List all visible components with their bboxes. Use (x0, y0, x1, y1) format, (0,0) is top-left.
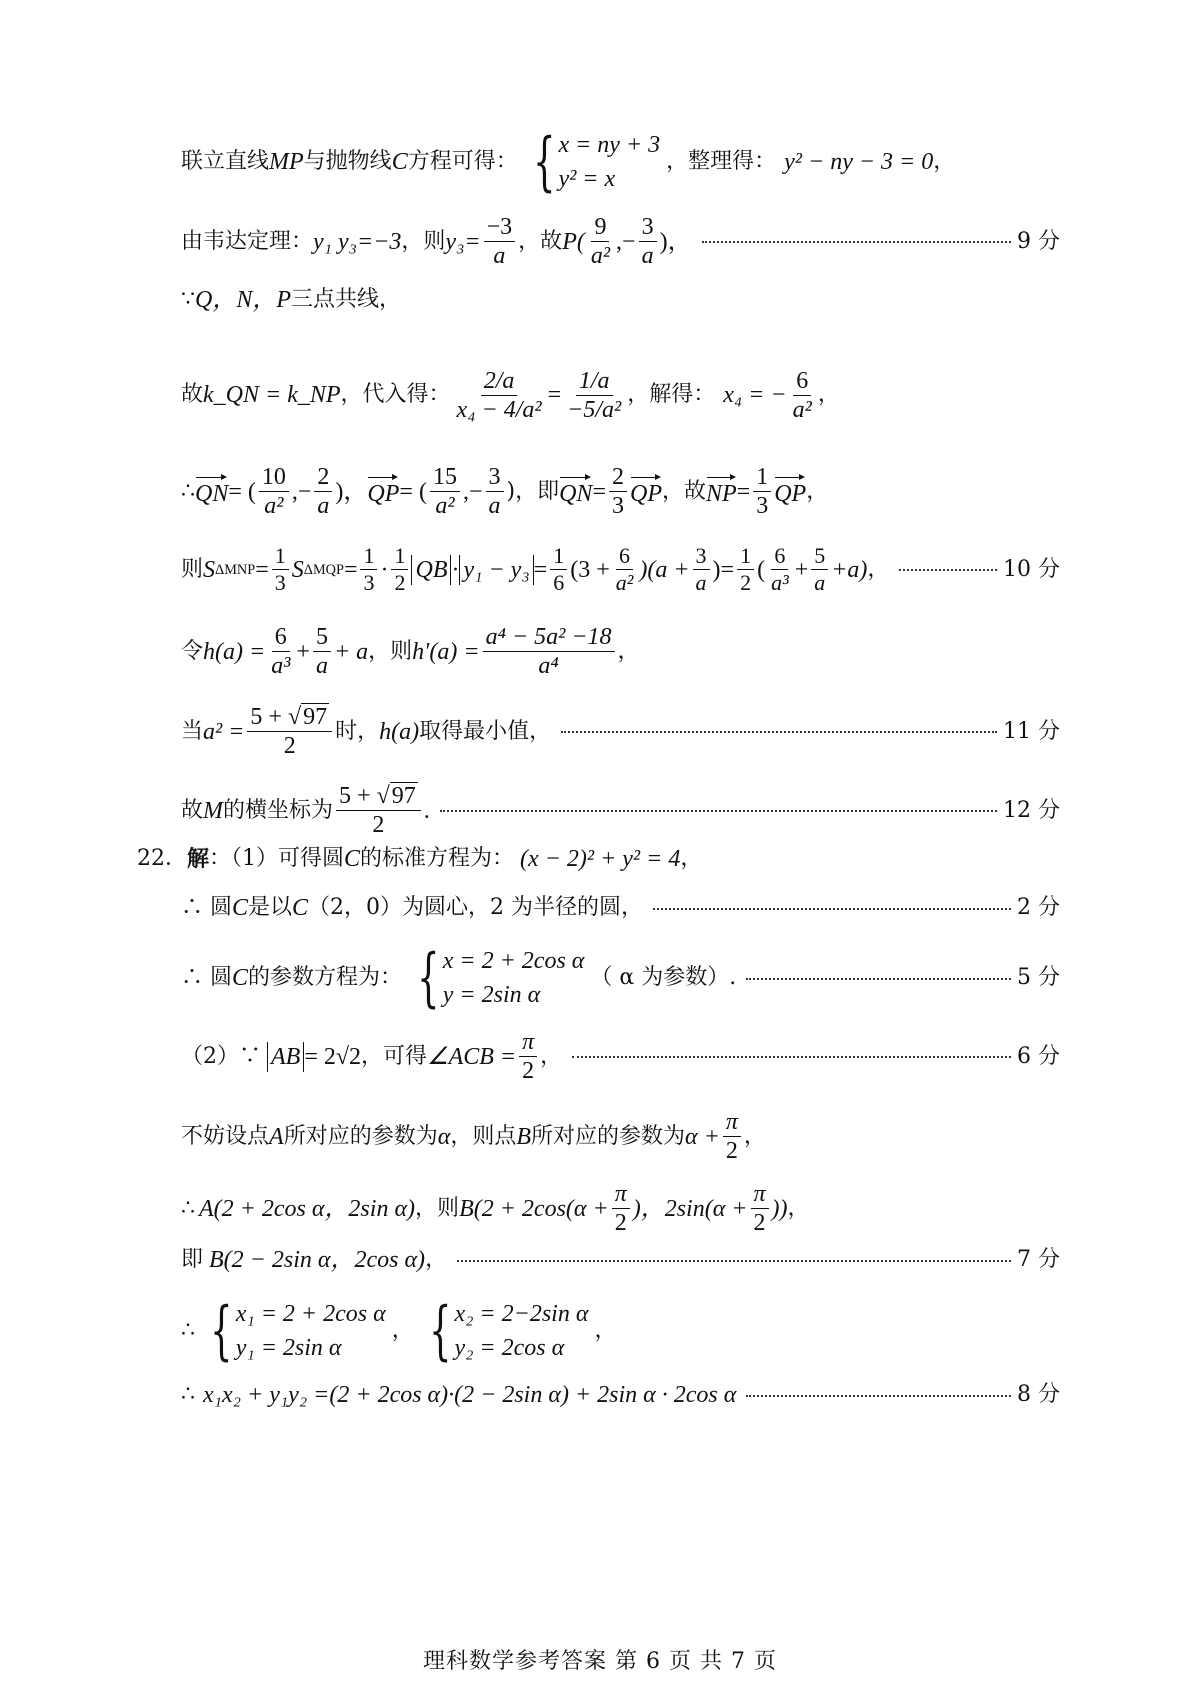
fraction (430, 463, 460, 520)
fraction (612, 1180, 630, 1237)
math-var: B (516, 1123, 531, 1150)
text: +a) (831, 556, 868, 583)
numerator: 6 (793, 367, 811, 396)
leader-dots (572, 1055, 1011, 1058)
numerator: 10 (259, 463, 289, 492)
denominator: 2 (283, 733, 296, 759)
numerator: 5 + (339, 783, 371, 809)
point: P( (562, 228, 585, 255)
text: ，整理得： (666, 149, 777, 174)
text: ， (391, 1318, 414, 1343)
text: ，故 (661, 478, 706, 504)
denominator: a (493, 243, 506, 269)
score-label: 8 分 (1017, 1382, 1060, 1407)
equation: B(2 − 2sin α，2cos α) (209, 1247, 426, 1273)
score-label: 10 分 (1003, 556, 1060, 582)
text: ( (757, 556, 766, 583)
text: + (296, 638, 310, 665)
abs-value: AB (267, 1042, 304, 1072)
fraction: $\frac{3}{a}$ (693, 543, 710, 596)
text: ， (540, 1043, 563, 1069)
text: ， (680, 846, 703, 871)
numerator: 1/a (576, 367, 613, 396)
score-label: 2 分 (1017, 895, 1060, 920)
text: ，代入得： (340, 382, 451, 407)
text: 的参数方程为： (248, 965, 403, 990)
fraction: $\frac{5 + √97}{2}$ (336, 782, 421, 839)
fraction (588, 213, 613, 270)
fraction (484, 213, 516, 270)
text: 三点共线， (291, 287, 402, 312)
equation: h′(a) = (412, 638, 480, 665)
equation: y₁ = 2sin α (235, 1335, 342, 1361)
text: 当 (181, 718, 204, 744)
because-symbol: ∵ (181, 287, 195, 312)
numerator: 2/a (481, 367, 518, 396)
math-var: C (232, 895, 249, 921)
denominator: 3 (756, 493, 769, 519)
fraction: $\frac{1}{2}$ (737, 543, 754, 596)
text: . (423, 797, 430, 824)
math-var: h(a) (379, 718, 420, 745)
equation: A(2 + 2cos α，2sin α) (199, 1195, 416, 1222)
equation: a² = (203, 718, 245, 745)
text: ，解得： (627, 382, 716, 407)
text: 不妨设点 (181, 1123, 270, 1149)
text: ∴ 圆 (181, 895, 232, 920)
math-var: C (391, 149, 408, 175)
denominator: 2 (753, 1210, 766, 1236)
line-m-abscissa (181, 782, 1060, 839)
fraction: $\frac{5}{a}$ (313, 623, 331, 680)
fraction (454, 367, 545, 424)
vector: QP (630, 475, 662, 509)
denominator: a² (435, 493, 455, 519)
denominator: 2 (372, 812, 385, 838)
therefore-symbol: ∴ (181, 478, 195, 504)
text: ，可得 (361, 1043, 428, 1069)
text: 即 (181, 1247, 204, 1272)
fraction: $\frac{5}{a}$ (811, 543, 828, 596)
fraction: $\frac{1}{2}$ (391, 543, 408, 596)
fraction: $\frac{1}{6}$ (550, 543, 567, 596)
equation: x₂ = 2−2sin α (454, 1301, 589, 1327)
equation: y₂ = 2cos α (454, 1335, 565, 1361)
line-dot-product (181, 1380, 1060, 1410)
fraction (483, 623, 615, 680)
numerator: π (751, 1180, 769, 1209)
text: )， (659, 228, 692, 255)
leader-dots (440, 809, 997, 812)
text: 的标准方程为： (360, 846, 515, 871)
text: 是以 (248, 895, 293, 920)
leader-dots (561, 730, 997, 733)
text: ,− (616, 228, 636, 255)
text: )，即 (506, 478, 560, 504)
text: = (736, 478, 751, 505)
fraction (639, 213, 657, 270)
brace-icon: { (417, 941, 440, 1015)
text: 由韦达定理： (181, 228, 314, 254)
line-parameter-assumption (181, 1108, 1060, 1165)
text: 所对应的参数为 (283, 1123, 438, 1149)
line-collinear (181, 285, 1060, 315)
equation: y₁ y₃=−3 (313, 228, 402, 255)
brace-icon: { (532, 125, 556, 199)
text: 与抛物线 (303, 149, 392, 174)
text: · (451, 556, 460, 583)
text: = ( (399, 478, 427, 505)
points: Q，N，P (195, 287, 291, 313)
equation-system (420, 1294, 589, 1368)
denominator: a (641, 243, 654, 269)
text: 所对应的参数为 (531, 1123, 686, 1149)
denominator: a (488, 493, 501, 519)
denominator: a² (792, 396, 812, 423)
line-b-simplified (181, 1245, 1060, 1275)
equation: y² − ny − 3 = 0 (784, 149, 934, 175)
text: ， (787, 1195, 810, 1221)
numerator: π (519, 1028, 537, 1057)
score-label: 7 分 (1017, 1247, 1060, 1272)
text: (3 + (570, 556, 610, 583)
fraction (790, 367, 815, 424)
text: （2）∵ (181, 1043, 261, 1069)
numerator: π (723, 1108, 741, 1137)
numerator: 2 (609, 463, 627, 492)
text: ，则 (368, 638, 413, 664)
fraction (486, 463, 504, 520)
equation: y² = x (558, 166, 616, 192)
fraction (723, 1108, 741, 1165)
question-number: 22． (137, 846, 187, 871)
text: + a (333, 638, 369, 665)
text: ， (743, 1123, 766, 1149)
text: )= (712, 556, 735, 583)
line-slope-equation: 故 k_QN = k_NP ，代入得： $\frac{2/a}{\text{x₄ − 4/a²}}$ = $\frac{1/a}{\text{−5/a²}}$ ，解得： x₄ = − $\frac{6}{\text{a²}}$ ， (181, 367, 840, 423)
line-ab-length (181, 1028, 1060, 1085)
text: ， (806, 478, 829, 504)
text: = (343, 556, 358, 583)
text: = ( (228, 478, 256, 505)
text: ，则点 (450, 1123, 517, 1149)
text: = (592, 478, 606, 505)
fraction (259, 463, 289, 520)
vector: QP (367, 475, 399, 509)
line-point-coords (181, 1180, 1060, 1237)
fraction (519, 1028, 537, 1085)
text: 方程可得： (407, 149, 518, 174)
fraction: $\frac{1}{3}$ (360, 543, 377, 596)
vector: QN (195, 475, 228, 509)
text: )(a + (639, 556, 690, 583)
fraction (751, 1180, 769, 1237)
numerator: 3 (486, 463, 504, 492)
score-label: 12 分 (1003, 797, 1060, 823)
leader-dots (457, 1259, 1011, 1262)
equation: B(2 + 2cos(α + (459, 1195, 609, 1222)
text: + (794, 556, 809, 583)
equation: x = 2 + 2cos α (442, 948, 585, 974)
line-coordinate-systems (181, 1294, 1060, 1368)
math-var: A (269, 1123, 284, 1150)
text: ， (617, 638, 640, 664)
text: 故 (181, 797, 204, 823)
equation: h(a) = (203, 638, 266, 665)
numerator: 15 (430, 463, 460, 492)
text: （2，0）为圆心，2 为半径的圆， (308, 895, 644, 920)
fraction: $\frac{5 + √97}{2}$ (247, 703, 332, 760)
solution-label: 解 (187, 846, 210, 872)
text: ∴ 圆 (181, 965, 232, 990)
line-circle-center (181, 893, 1060, 923)
denominator: 3 (611, 493, 624, 519)
text: = (533, 556, 548, 583)
math-var: MP (269, 149, 304, 175)
equation-system (201, 1294, 386, 1368)
math-var: C (232, 965, 249, 991)
leader-dots (899, 568, 997, 571)
math-var: α (437, 1123, 451, 1150)
denominator: a² (264, 493, 284, 519)
score-label: 6 分 (1017, 1043, 1060, 1069)
leader-dots (746, 1394, 1011, 1397)
brace-icon: { (210, 1294, 233, 1368)
text: ， (933, 149, 956, 174)
denominator: 2 (522, 1058, 535, 1084)
denominator: 2 (725, 1138, 738, 1164)
page-footer: 理科数学参考答案 第 6 页 共 7 页 (423, 1649, 777, 1674)
text: 联立直线 (181, 149, 270, 174)
brace-icon: { (428, 1294, 452, 1368)
math-var: S (291, 556, 304, 583)
text: 时， (335, 718, 380, 744)
line-parametric (181, 941, 1060, 1015)
fraction: $\frac{6}{\text{a³}}$ (771, 543, 789, 595)
therefore-symbol: ∴ (181, 1318, 195, 1343)
score-label: 11 分 (1003, 718, 1060, 744)
fraction (753, 463, 771, 520)
numerator: −3 (484, 213, 516, 242)
text: ，则 (415, 1195, 460, 1221)
fraction (314, 463, 332, 520)
denominator: 2 (614, 1210, 627, 1236)
leader-dots (746, 977, 1011, 980)
equation: x₁x₂ + y₁y₂ =(2 + 2cos α)·(2 − 2sin α) + 2sin α · 2cos α (203, 1382, 737, 1408)
text: = (255, 556, 269, 583)
equation: = 2√2 (304, 1043, 362, 1070)
numerator: 1 (753, 463, 771, 492)
text: 的横坐标为 (223, 797, 334, 823)
equation: x₄ = − (723, 382, 787, 408)
text: ，故 (518, 228, 563, 254)
text: ， (594, 1318, 617, 1343)
math-var: C (292, 895, 309, 921)
numerator: 2 (314, 463, 332, 492)
equation: )，2sin(α + (632, 1195, 748, 1222)
leader-dots (653, 907, 1011, 910)
therefore-symbol: ∴ (181, 1382, 195, 1407)
denominator: a² (590, 243, 611, 269)
text: ,− (291, 478, 312, 505)
text: 则 (181, 556, 204, 582)
equation-system (408, 941, 585, 1015)
line-system-mp-parabola (181, 125, 1060, 199)
fraction: $\frac{1}{3}$ (272, 543, 289, 596)
vector: QN (559, 475, 592, 509)
equation-system (524, 125, 661, 199)
abs-value: y₁ − y₃ (459, 555, 533, 585)
math-var: S (203, 556, 216, 583)
text: ， (817, 382, 840, 407)
line-h-function (181, 623, 1060, 680)
text: ：（1）可得圆 (209, 846, 345, 871)
numerator: 5 + (250, 704, 282, 730)
math-var: M (203, 797, 224, 824)
numerator: 9 (591, 213, 609, 242)
leader-dots (702, 240, 1011, 243)
text: 故 (181, 382, 204, 407)
numerator: a⁴ − 5a² −18 (483, 623, 615, 652)
fraction: $\frac{6}{\text{a³}}$ (271, 624, 291, 679)
fraction (564, 367, 624, 424)
score-label: 5 分 (1017, 965, 1060, 990)
denominator: a (317, 493, 330, 519)
vector: NP (706, 475, 737, 509)
abs-value: QB (411, 555, 451, 585)
text: )， (335, 478, 368, 505)
text: （ α 为参数）. (590, 965, 737, 990)
radicand: 97 (303, 704, 328, 730)
text: 取得最小值， (419, 718, 552, 744)
equation: α + (685, 1123, 720, 1150)
text: ,− (462, 478, 483, 505)
equation: y₃= (445, 228, 481, 255)
fraction: $\frac{6}{\text{a²}}$ (615, 543, 634, 595)
math-var: C (344, 846, 361, 872)
line-vectors (181, 463, 1060, 520)
numerator: π (612, 1180, 630, 1209)
therefore-symbol: ∴ (181, 1195, 195, 1221)
denominator: x₄ − 4/a² (456, 396, 542, 423)
line-vieta (181, 213, 1060, 270)
equation: y = 2sin α (442, 982, 541, 1008)
equation: x₁ = 2 + 2cos α (235, 1301, 386, 1327)
equation: (x − 2)² + y² = 4 (520, 846, 681, 872)
denominator: a⁴ (538, 653, 559, 679)
denominator: −5/a² (567, 396, 622, 423)
numerator: 3 (639, 213, 657, 242)
text: ，则 (401, 228, 446, 254)
equation: )) (771, 1195, 788, 1222)
text: ， (425, 1247, 448, 1272)
line-area: 则 S ΔMNP = $\frac{1}{3}$ S ΔMQP = $\frac{1}{3}$ · $\frac{1}{2}$ QB · y₁ − y₃ = $\frac{1}{6}$ (3 + $\frac{6}{\text{a²}}$ )(a + $\frac{3}{a}$ )= $\frac{1}{2}$ ( $\frac{6}{\text{a³}}$ + $\frac{5}{a}$ +a) ， 10 分 (181, 543, 1060, 595)
radicand: 97 (391, 783, 416, 809)
text: 令 (181, 638, 204, 664)
line-min-value (181, 703, 1060, 760)
question-22-header (137, 844, 1060, 874)
vector: QP (774, 475, 806, 509)
text: · (380, 556, 389, 583)
equation: k_QN = k_NP (203, 382, 341, 408)
score-label: 9 分 (1017, 228, 1060, 254)
equation: ∠ACB = (427, 1043, 517, 1070)
equation: x = ny + 3 (558, 132, 661, 158)
fraction (609, 463, 627, 520)
